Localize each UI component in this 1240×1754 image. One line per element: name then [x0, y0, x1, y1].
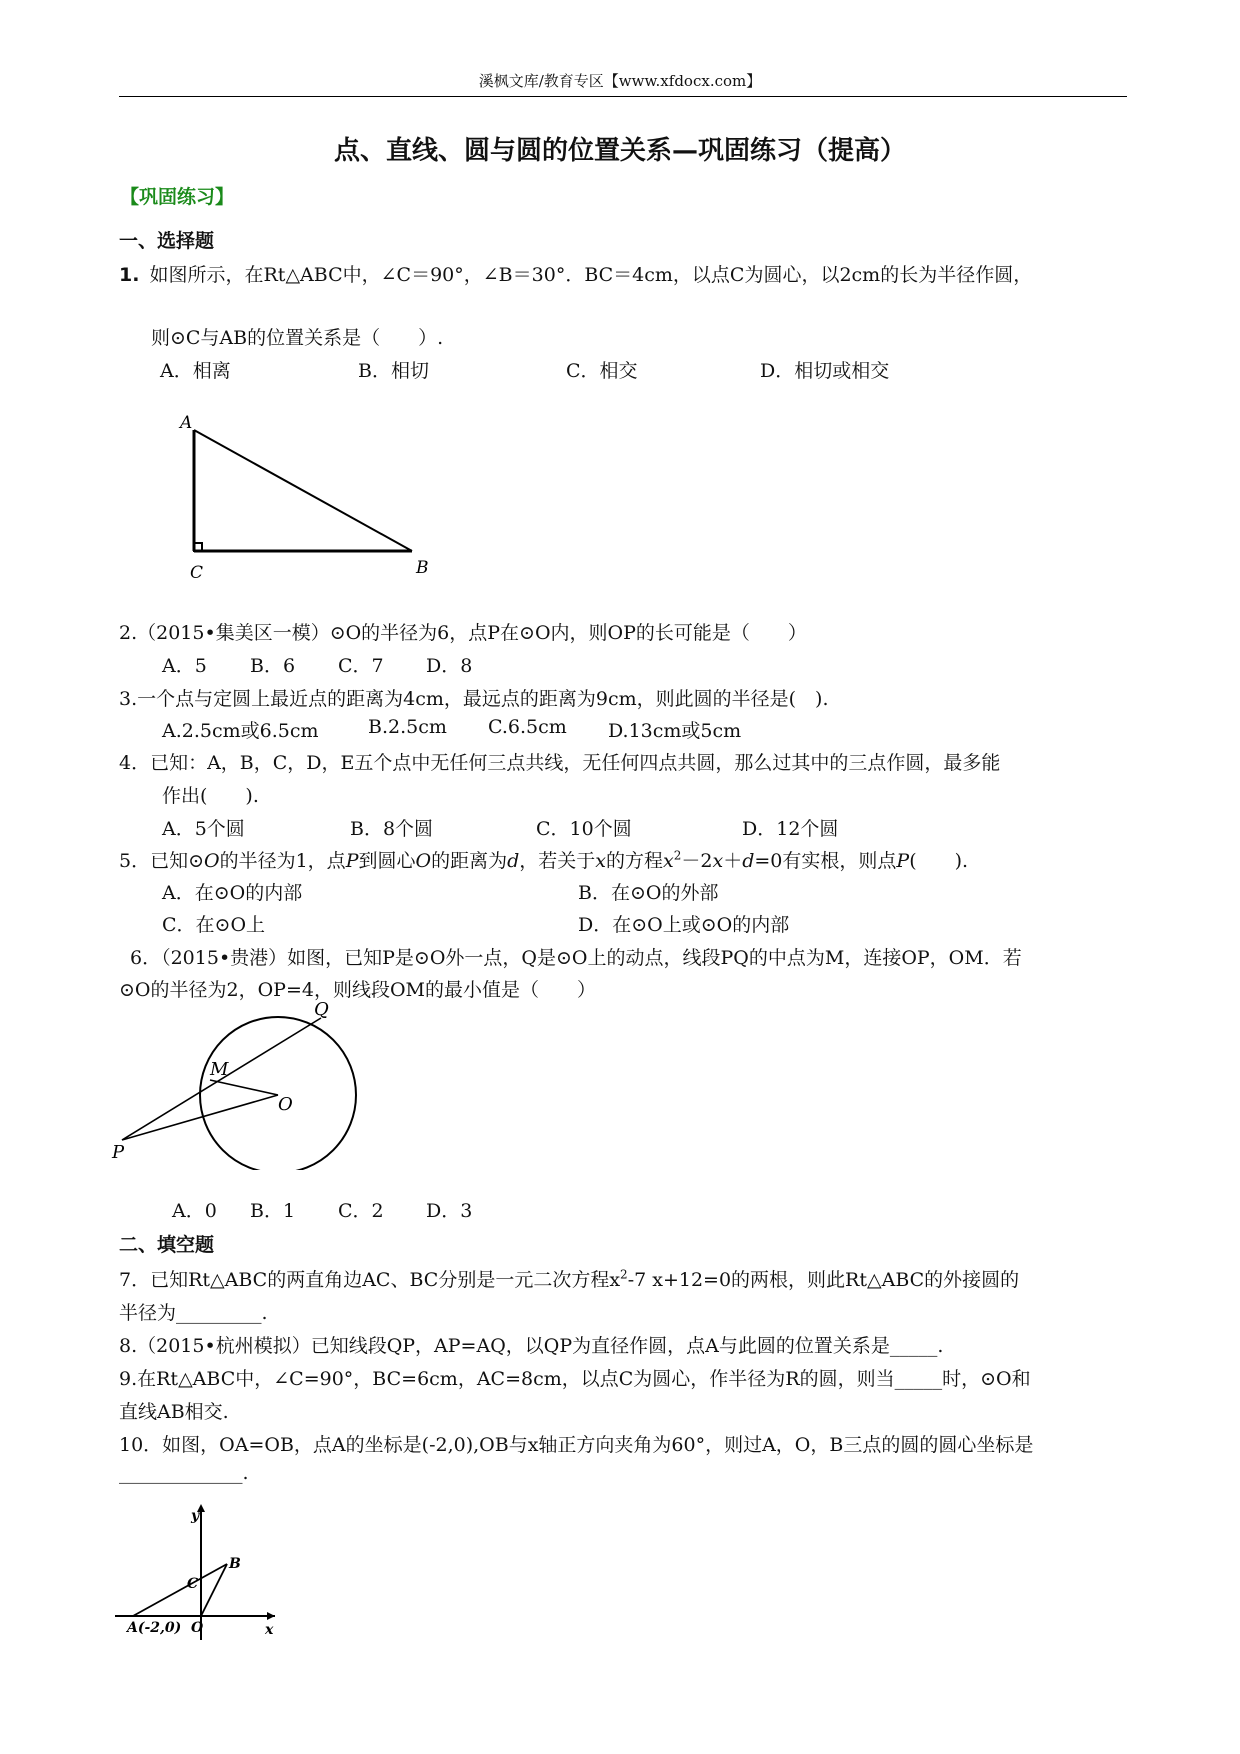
question-3-option-a: A.2.5cm或6.5cm — [162, 720, 319, 742]
question-5-stem: 5．已知⊙O的半径为1，点P到圆心O的距离为d，若关于x的方程$x^2-2x+d=0$有实根，则点P( ). — [119, 848, 969, 872]
label-y: y — [191, 1508, 200, 1524]
question-2-option-d: D．8 — [426, 655, 473, 677]
question-4-line-2: 作出( ). — [162, 785, 259, 807]
question-6-option-a: A．0 — [172, 1200, 217, 1222]
question-3-option-d: D.13cm或5cm — [608, 720, 742, 742]
segment-ab — [133, 1564, 227, 1616]
question-5-option-c: C．在⊙O上 — [162, 914, 266, 936]
question-5-option-d: D．在⊙O上或⊙O的内部 — [578, 914, 790, 936]
question-1-stem: 如图所示，在Rt△ABC中，∠C＝90°，∠B＝30°．BC＝4cm，以点C为圆心，以2cm的长为半径作圆， — [149, 264, 1033, 286]
question-1-option-c: C．相交 — [566, 360, 638, 382]
question-2-option-b: B．6 — [250, 655, 296, 677]
label-c: C — [190, 563, 204, 583]
question-2-option-a: A．5 — [162, 655, 207, 677]
label-b: B — [416, 558, 429, 578]
question-5-option-a: A．在⊙O的内部 — [162, 882, 303, 904]
question-10-line-1: 10．如图，OA=OB，点A的坐标是(-2,0),OB与x轴正方向夹角为60°，则过A，O，B三点的圆的圆心坐标是 — [119, 1434, 1034, 1456]
question-6-line-2: ⊙O的半径为2，OP=4，则线段OM的最小值是（ ） — [119, 979, 596, 1001]
question-5-option-b: B．在⊙O的外部 — [578, 882, 719, 904]
label-x: x — [265, 1622, 274, 1638]
x-axis-arrow — [267, 1612, 275, 1620]
question-6-circle-figure — [110, 1000, 370, 1170]
question-3-stem: 3.一个点与定圆上最近点的距离为4cm，最远点的距离为9cm，则此圆的半径是( ). — [119, 688, 829, 710]
question-3-option-c: C.6.5cm — [488, 716, 567, 738]
question-6-option-b: B．1 — [250, 1200, 296, 1222]
question-8-stem: 8.（2015•杭州模拟）已知线段QP，AP=AQ，以QP为直径作圆，点A与此圆的位置关系是_____. — [119, 1335, 944, 1357]
question-1-triangle-figure — [170, 410, 440, 590]
question-2-stem: 2.（2015•集美区一模）⊙O的半径为6，点P在⊙O内，则OP的长可能是（ ） — [119, 622, 807, 644]
question-10-line-2: _____________. — [119, 1462, 249, 1484]
segment-ab — [194, 430, 412, 551]
header-rule — [119, 96, 1127, 97]
question-6-option-c: C．2 — [338, 1200, 384, 1222]
exercise-tag: 【巩固练习】 — [120, 186, 235, 208]
question-4-option-a: A．5个圆 — [162, 818, 245, 840]
question-1-number: 1. — [119, 264, 140, 286]
segment-mo — [210, 1080, 278, 1095]
page-title: 点、直线、圆与圆的位置关系—巩固练习（提高） — [333, 136, 906, 166]
question-7-line-2: 半径为_________. — [119, 1302, 268, 1324]
question-7-line-1: 7．已知Rt△ABC的两直角边AC、BC分别是一元二次方程$x^2-7$ x+12=0的两根，则此Rt△ABC的外接圆的 — [119, 1267, 1020, 1291]
question-4-option-c: C．10个圆 — [536, 818, 632, 840]
question-1-option-d: D．相切或相交 — [760, 360, 890, 382]
section-fill-heading: 二、填空题 — [119, 1234, 215, 1256]
label-q: Q — [314, 1000, 329, 1020]
section-choice-heading: 一、选择题 — [119, 230, 215, 252]
label-b: B — [229, 1556, 241, 1572]
question-1-line-2: 则⊙C与AB的位置关系是（ ）. — [151, 327, 444, 349]
question-4-line-1: 4．已知：A，B，C，D，E五个点中无任何三点共线，无任何四点共圆，那么过其中的三点作圆，最多能 — [119, 752, 1001, 774]
label-a: A(-2,0) — [127, 1620, 182, 1636]
question-3-option-b: B.2.5cm — [368, 716, 447, 738]
label-a: A — [180, 413, 193, 433]
label-c: C — [187, 1576, 199, 1592]
question-1-option-a: A．相离 — [160, 360, 231, 382]
question-9-line-1: 9.在Rt△ABC中，∠C=90°，BC=6cm，AC=8cm，以点C为圆心，作半径为R的圆，则当_____时，⊙O和 — [119, 1368, 1031, 1390]
question-1-option-b: B．相切 — [358, 360, 429, 382]
question-2-option-c: C．7 — [338, 655, 384, 677]
question-10-coordinate-figure — [115, 1500, 285, 1640]
question-1-line-1 — [119, 260, 1032, 287]
question-6-option-d: D．3 — [426, 1200, 473, 1222]
question-4-option-d: D．12个圆 — [742, 818, 839, 840]
label-m: M — [210, 1059, 229, 1080]
label-o: O — [191, 1620, 204, 1636]
label-o: O — [278, 1094, 293, 1115]
question-9-line-2: 直线AB相交. — [119, 1401, 229, 1423]
question-4-option-b: B．8个圆 — [350, 818, 434, 840]
question-6-line-1: 6．（2015•贵港）如图，已知P是⊙O外一点，Q是⊙O上的动点，线段PQ的中点为M，连接OP，OM．若 — [130, 947, 1022, 969]
label-p: P — [112, 1142, 125, 1163]
page-header: 溪枫文库/教育专区【www.xfdocx.com】 — [478, 72, 762, 90]
